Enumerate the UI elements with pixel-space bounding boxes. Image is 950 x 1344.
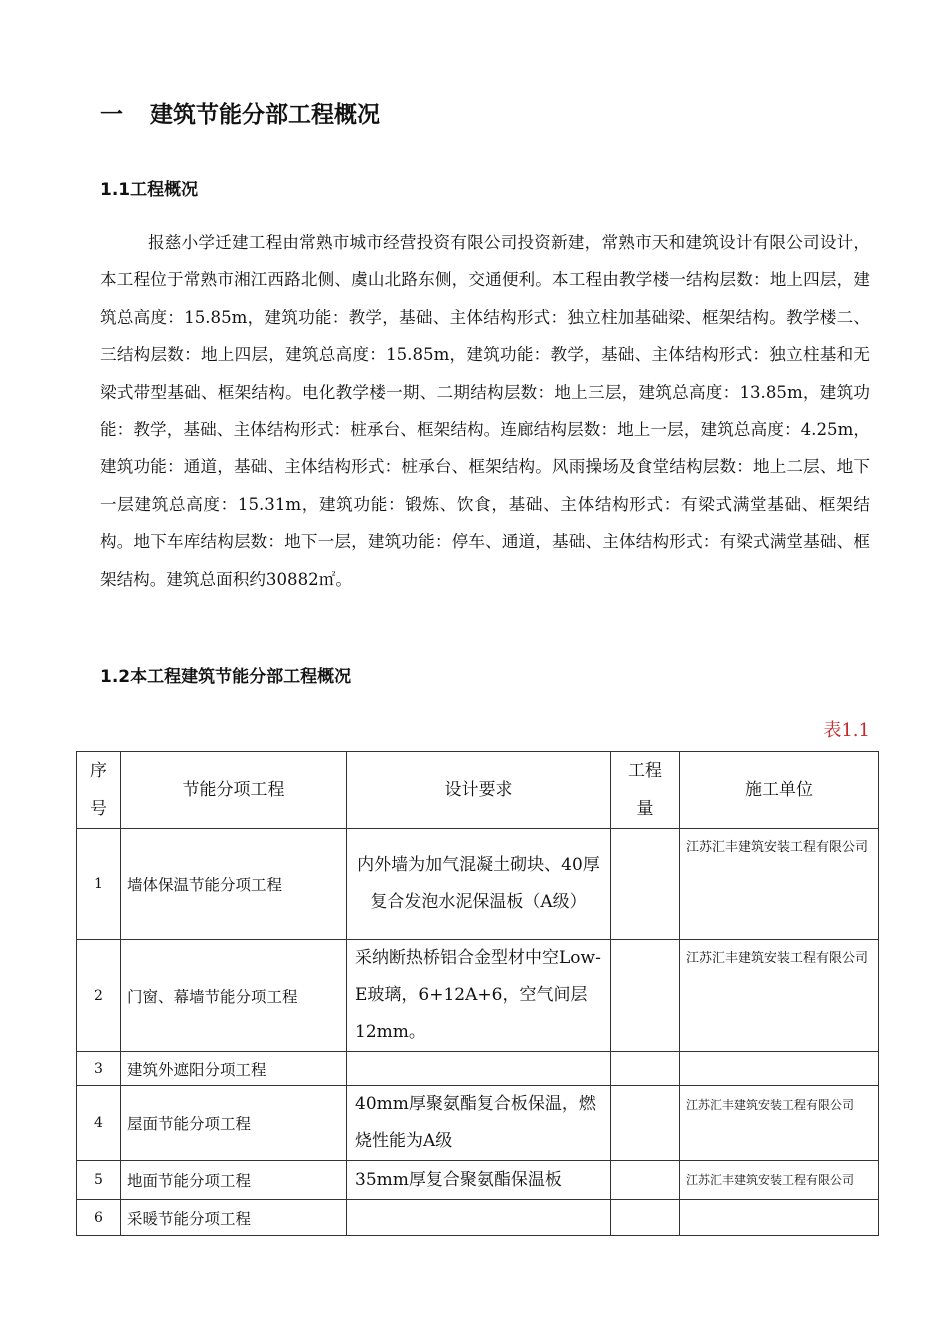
row-contractor: 江苏汇丰建筑安装工程有限公司 (680, 1086, 879, 1161)
row-requirement (347, 1200, 611, 1236)
table-row (77, 1200, 879, 1236)
energy-saving-table (76, 751, 879, 1236)
table-row (77, 1161, 879, 1200)
row-seq: 6 (77, 1200, 121, 1236)
row-contractor: 江苏汇丰建筑安装工程有限公司 (680, 940, 879, 1052)
row-item: 建筑外遮阳分项工程 (121, 1052, 347, 1086)
row-quantity (611, 1200, 680, 1236)
row-requirement (347, 1052, 611, 1086)
row-seq: 3 (77, 1052, 121, 1086)
row-item: 墙体保温节能分项工程 (121, 829, 347, 940)
overview-paragraph: 报慈小学迁建工程由常熟市城市经营投资有限公司投资新建，常熟市天和建筑设计有限公司设计，本工程位于常熟市湘江西路北侧、虞山北路东侧，交通便利。本工程由教学楼一结构层数：地上四层，建筑总高度：15.85m，建筑功能：教学，基础、主体结构形式：独立柱加基础梁、框架结构。教学楼二、三结构层数：地上四层，建筑总高度：15.85m，建筑功能：教学，基础、主体结构形式：独立柱基和无梁式带型基础、框架结构。电化教学楼一期、二期结构层数：地上三层，建筑总高度：13.85m，建筑功能：教学，基础、主体结构形式：桩承台、框架结构。连廊结构层数：地上一层，建筑总高度：4.25m，建筑功能：通道，基础、主体结构形式：桩承台、框架结构。风雨操场及食堂结构层数：地上二层、地下一层建筑总高度：15.31m，建筑功能：锻炼、饮食，基础、主体结构形式：有梁式满堂基础、框架结构。地下车库结构层数：地下一层，建筑功能：停车、通道，基础、主体结构形式：有梁式满堂基础、框架结构。建筑总面积约30882㎡。 (100, 233, 870, 589)
row-quantity (611, 1052, 680, 1086)
row-contractor: 江苏汇丰建筑安装工程有限公司 (680, 829, 879, 940)
header-item: 节能分项工程 (121, 752, 347, 829)
row-contractor (680, 1052, 879, 1086)
table-row (77, 1052, 879, 1086)
row-contractor (680, 1200, 879, 1236)
table-row (77, 940, 879, 1052)
table-header-row (77, 752, 879, 829)
row-contractor: 江苏汇丰建筑安装工程有限公司 (680, 1161, 879, 1200)
row-requirement: 内外墙为加气混凝土砌块、40厚复合发泡水泥保温板（A级） (347, 829, 611, 940)
row-requirement: 采纳断热桥铝合金型材中空Low-E玻璃，6+12A+6，空气间层12mm。 (347, 940, 611, 1052)
table-row (77, 1086, 879, 1161)
row-item: 地面节能分项工程 (121, 1161, 347, 1200)
section-number: 一 (100, 102, 123, 128)
subsection-heading-1-1: 1.1工程概况 (100, 180, 199, 200)
row-quantity (611, 1161, 680, 1200)
row-quantity (611, 940, 680, 1052)
header-seq: 序号 (77, 752, 121, 829)
table-caption: 表1.1 (823, 720, 870, 741)
section-title: 建筑节能分部工程概况 (150, 102, 380, 128)
row-requirement: 40mm厚聚氨酯复合板保温，燃烧性能为A级 (347, 1086, 611, 1161)
row-seq: 1 (77, 829, 121, 940)
row-item: 采暖节能分项工程 (121, 1200, 347, 1236)
header-contractor: 施工单位 (680, 752, 879, 829)
header-requirement: 设计要求 (347, 752, 611, 829)
subsection-heading-1-2: 1.2本工程建筑节能分部工程概况 (100, 667, 352, 687)
table-row (77, 829, 879, 940)
row-seq: 4 (77, 1086, 121, 1161)
section-heading-1 (100, 96, 380, 129)
row-item: 屋面节能分项工程 (121, 1086, 347, 1161)
row-requirement: 35mm厚复合聚氨酯保温板 (347, 1161, 611, 1200)
row-item: 门窗、幕墙节能分项工程 (121, 940, 347, 1052)
header-quantity: 工程量 (611, 752, 680, 829)
row-quantity (611, 829, 680, 940)
row-quantity (611, 1086, 680, 1161)
row-seq: 2 (77, 940, 121, 1052)
row-seq: 5 (77, 1161, 121, 1200)
